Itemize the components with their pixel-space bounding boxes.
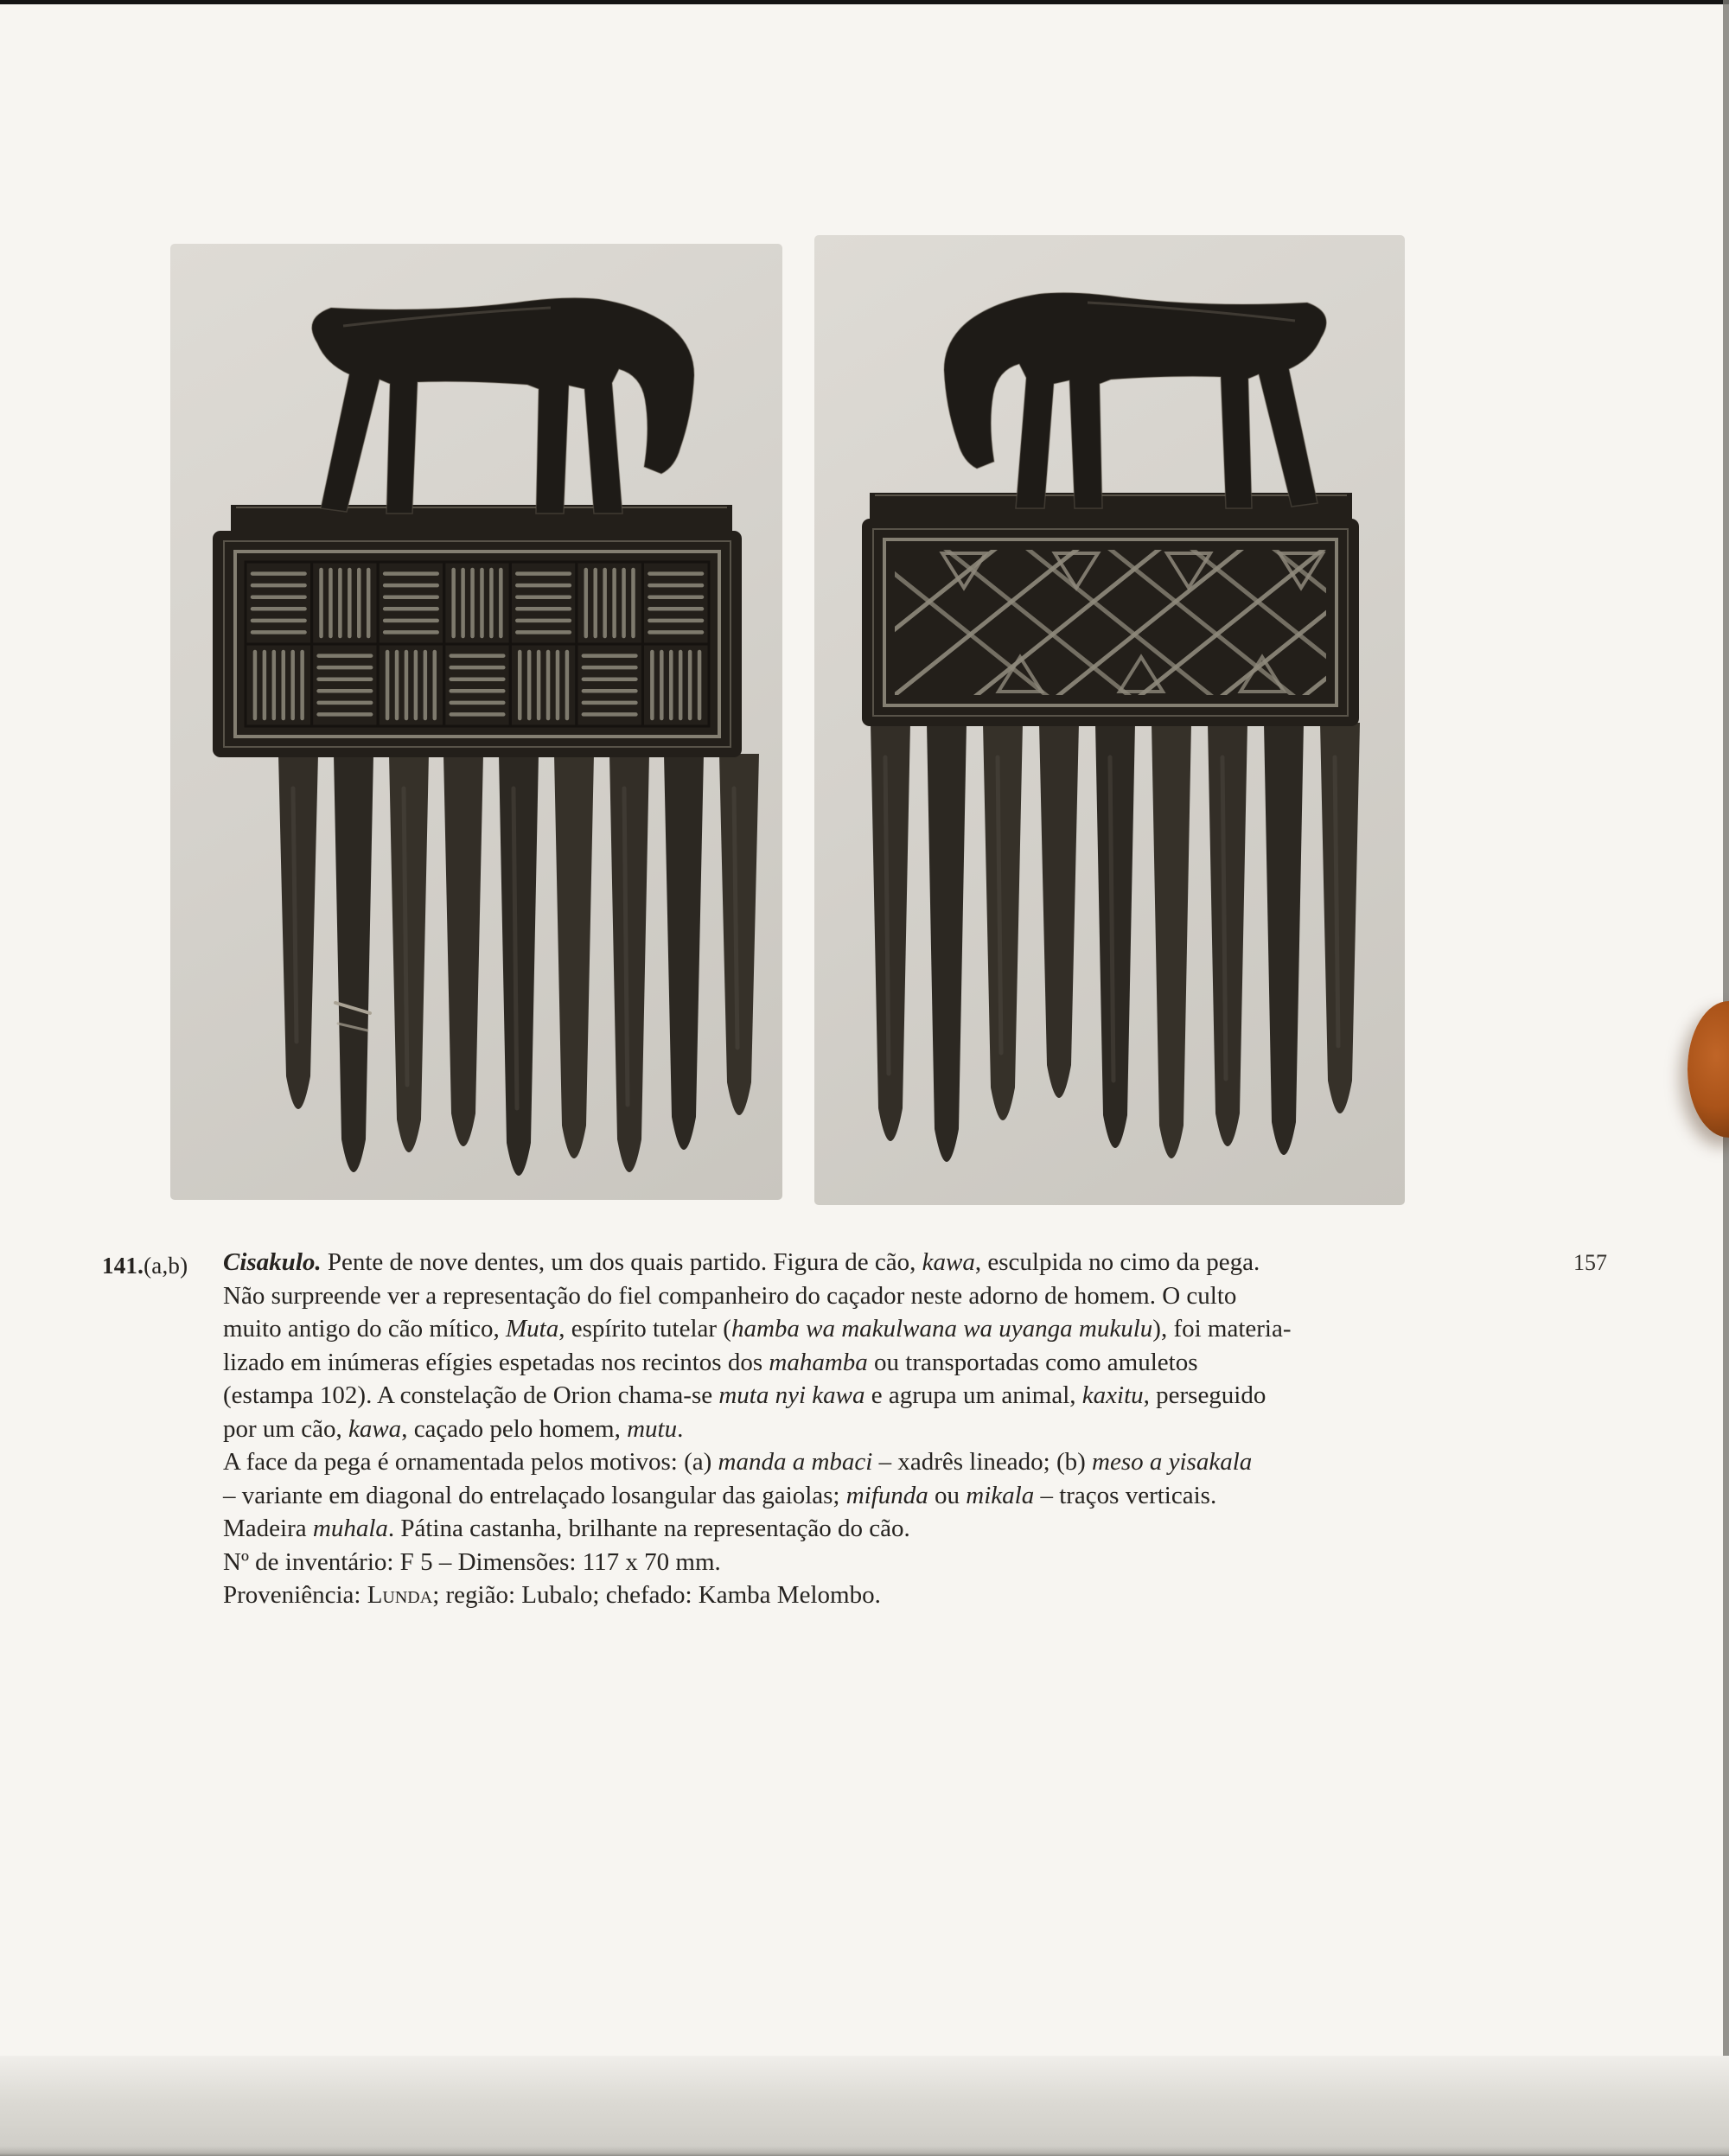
caption-line-6 — [223, 1413, 1412, 1446]
caption-run: muito antigo do cão mítico, — [223, 1315, 507, 1343]
caption-run: kawa — [922, 1248, 975, 1276]
caption-run: Pente de nove dentes, um dos quais partido. Figura de cão, — [321, 1248, 922, 1276]
caption-run: meso a yisakala — [1092, 1448, 1253, 1476]
caption-run: Proveniência: — [223, 1581, 367, 1609]
caption-run: manda a mbaci — [718, 1448, 873, 1476]
caption-line-11 — [223, 1579, 1412, 1612]
caption-run: ; região: Lubalo; chefado: Kamba Melombo. — [432, 1581, 881, 1609]
page-number: 157 — [1573, 1250, 1607, 1275]
caption-run: por um cão, — [223, 1414, 348, 1443]
caption-run: – variante em diagonal do entrelaçado losangular das gaiolas; — [223, 1481, 846, 1509]
caption-line-3 — [223, 1312, 1412, 1346]
caption-run: A face da pega é ornamentada pelos motivos: (a) — [223, 1448, 718, 1476]
page-bottom-edge — [0, 2056, 1729, 2156]
caption-run: . Pátina castanha, brilhante na representação do cão. — [387, 1515, 910, 1542]
caption-run: – traços verticais. — [1034, 1481, 1217, 1509]
comb-b-drawing — [814, 235, 1405, 1205]
caption-run: muhala — [312, 1515, 388, 1542]
caption-run: , espírito tutelar ( — [558, 1315, 731, 1343]
caption-line-8 — [223, 1479, 1412, 1513]
comb-photo-a — [170, 244, 782, 1200]
caption-run: Nº de inventário: F 5 – Dimensões: 117 x 70 mm. — [223, 1547, 721, 1576]
caption-run: , perseguido — [1143, 1381, 1266, 1409]
caption-run: Lunda — [367, 1581, 433, 1609]
caption-line-10 — [223, 1546, 1412, 1579]
caption-line-4 — [223, 1346, 1412, 1380]
fingertip — [1688, 1001, 1729, 1138]
caption-run: Não surpreende ver a representação do fiel companheiro do caçador neste adorno de homem. O culto — [223, 1281, 1237, 1310]
caption-run: (estampa 102). A constelação de Orion chama-se — [223, 1381, 719, 1409]
caption-run: mikala — [966, 1481, 1035, 1509]
caption-run: hamba wa makulwana wa uyanga mukulu — [731, 1315, 1153, 1343]
comb-teeth — [278, 754, 759, 1176]
figure-number: 141. — [102, 1253, 144, 1279]
caption-run: mifunda — [845, 1481, 928, 1509]
comb-photo-b — [814, 235, 1405, 1205]
caption-run: kawa — [348, 1414, 402, 1443]
caption-run: lizado em inúmeras efígies espetadas nos recintos dos — [223, 1348, 769, 1376]
figure-letters: (a,b) — [144, 1253, 188, 1279]
caption-line-2 — [223, 1279, 1412, 1313]
caption-run: e agrupa um animal, — [864, 1381, 1082, 1409]
caption-run: , esculpida no cimo da pega. — [974, 1248, 1260, 1276]
caption-run: muta nyi kawa — [718, 1381, 865, 1409]
caption-run: ou — [928, 1481, 967, 1509]
dog-figure — [944, 293, 1326, 508]
comb-handle-panel — [213, 531, 742, 757]
comb-top-bar — [231, 505, 732, 533]
caption-run: Muta — [506, 1315, 559, 1343]
caption-line-1 — [223, 1246, 1412, 1279]
caption-run: . — [677, 1414, 684, 1443]
caption-run: kaxitu — [1081, 1381, 1144, 1409]
photo-top-edge — [0, 0, 1729, 4]
caption-run: mahamba — [769, 1348, 868, 1376]
caption-line-7 — [223, 1445, 1412, 1479]
caption-text-block — [223, 1246, 1412, 1612]
caption-run: ), foi materia- — [1152, 1315, 1292, 1343]
caption-run: , caçado pelo homem, — [401, 1414, 628, 1443]
caption-run: mutu — [627, 1414, 678, 1443]
dog-figure — [312, 298, 694, 513]
caption-run: – xadrês lineado; (b) — [872, 1448, 1093, 1476]
caption-line-5 — [223, 1379, 1412, 1413]
caption-run: ou transportadas como amuletos — [867, 1348, 1198, 1376]
comb-teeth — [871, 723, 1360, 1162]
figure-label — [102, 1253, 232, 1279]
caption-line-9 — [223, 1512, 1412, 1546]
caption-run: Cisakulo. — [223, 1248, 322, 1276]
caption-run: Madeira — [223, 1515, 313, 1542]
comb-top-bar — [870, 493, 1352, 520]
comb-a-drawing — [170, 244, 782, 1200]
